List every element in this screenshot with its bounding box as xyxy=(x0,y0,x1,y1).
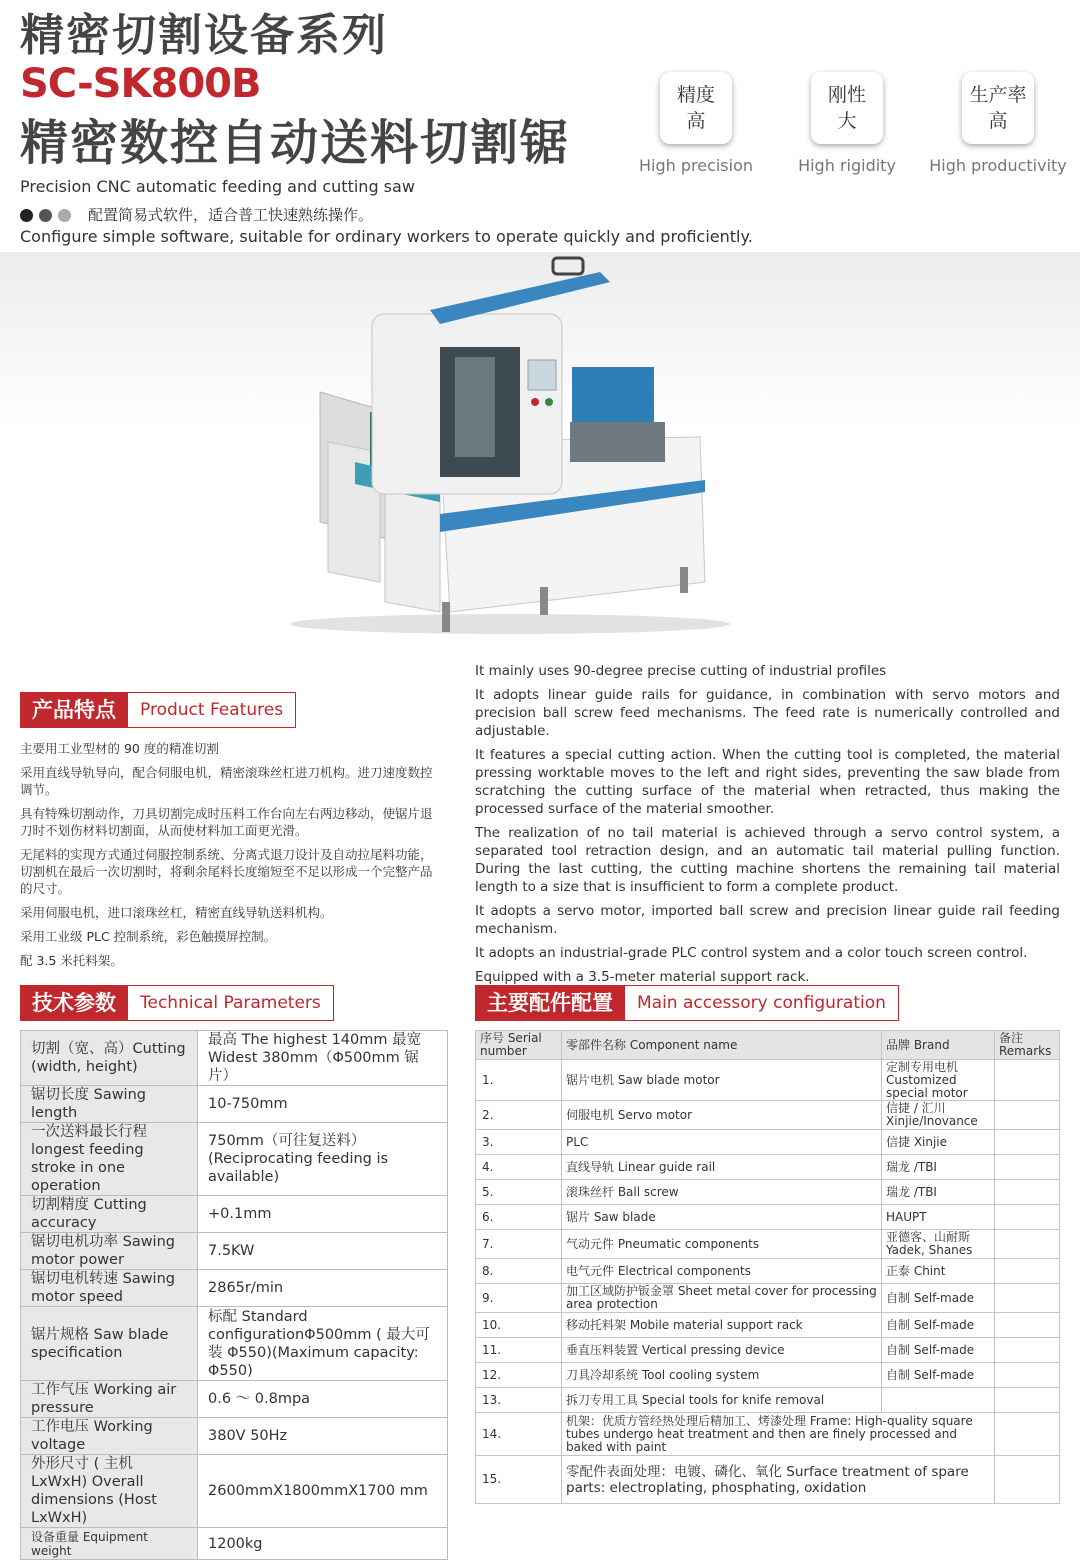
features-title-cn: 产品特点 xyxy=(20,692,128,728)
badge-box xyxy=(962,72,1034,144)
cell-brand: 信捷 / 汇川 Xinjie/Inovance xyxy=(882,1101,995,1130)
cell-remarks xyxy=(995,1259,1060,1284)
cell-name: 刀具冷却系统 Tool cooling system xyxy=(562,1363,882,1388)
cell-remarks xyxy=(995,1313,1060,1338)
cell-brand: 瑞龙 /TBI xyxy=(882,1180,995,1205)
cell-remarks xyxy=(995,1101,1060,1130)
cell-remarks xyxy=(995,1413,1060,1456)
param-value: +0.1mm xyxy=(198,1196,448,1233)
table-row xyxy=(476,1130,1060,1155)
cell-brand: 瑞龙 /TBI xyxy=(882,1155,995,1180)
feature-cn-item: 具有特殊切割动作，刀具切割完成时压料工作台向左右两边移动，使锯片退刀时不划伤材料切割面，从而使材料加工面更光滑。 xyxy=(20,806,433,838)
param-value: 最高 The highest 140mm 最宽 Widest 380mm（Φ500mm 锯片） xyxy=(198,1031,448,1086)
cell-no: 8. xyxy=(476,1259,562,1284)
cell-remarks xyxy=(995,1155,1060,1180)
param-value: 380V 50Hz xyxy=(198,1418,448,1455)
cell-brand: 信捷 Xinjie xyxy=(882,1130,995,1155)
cell-remarks xyxy=(995,1363,1060,1388)
feature-en-item: Equipped with a 3.5-meter material support rack. xyxy=(475,969,810,985)
table-row xyxy=(476,1338,1060,1363)
feature-cn-item: 采用伺服电机，进口滚珠丝杠，精密直线导轨送料机构。 xyxy=(20,905,333,920)
param-value: 0.6 ～ 0.8mpa xyxy=(198,1381,448,1418)
feature-cn-item: 配 3.5 米托料架。 xyxy=(20,953,123,968)
product-photo-area xyxy=(0,252,1080,652)
machine-illustration xyxy=(0,252,1080,652)
table-row xyxy=(476,1259,1060,1284)
table-row xyxy=(21,1086,448,1123)
cell-remarks xyxy=(995,1388,1060,1413)
features-list-cn xyxy=(20,740,444,976)
badge-line1: 生产率 xyxy=(969,84,1027,106)
cell-no: 12. xyxy=(476,1363,562,1388)
cell-remarks xyxy=(995,1130,1060,1155)
cell-remarks xyxy=(995,1180,1060,1205)
cell-name: 垂直压料装置 Vertical pressing device xyxy=(562,1338,882,1363)
badge-line2: 高 xyxy=(686,110,706,132)
cell-brand: 自制 Self-made xyxy=(882,1363,995,1388)
param-key: 切割精度 Cutting accuracy xyxy=(21,1196,198,1233)
cell-no: 10. xyxy=(476,1313,562,1338)
cell-no: 9. xyxy=(476,1284,562,1313)
cell-name: 直线导轨 Linear guide rail xyxy=(562,1155,882,1180)
badge-precision xyxy=(621,72,771,175)
cell-remarks xyxy=(995,1284,1060,1313)
cell-name: 移动托料架 Mobile material support rack xyxy=(562,1313,882,1338)
features-section-header xyxy=(20,692,296,728)
cell-name: 气动元件 Pneumatic components xyxy=(562,1230,882,1259)
table-row xyxy=(21,1381,448,1418)
bullet-dots xyxy=(20,209,71,222)
table-row xyxy=(476,1230,1060,1259)
table-row xyxy=(476,1284,1060,1313)
param-value: 10-750mm xyxy=(198,1086,448,1123)
badge-box xyxy=(811,72,883,144)
cell-name: 锯片 Saw blade xyxy=(562,1205,882,1230)
table-row xyxy=(476,1413,1060,1456)
param-value: 标配 Standard configurationΦ500mm ( 最大可装 Φ550)(Maximum capacity: Φ550) xyxy=(198,1307,448,1381)
cell-no: 2. xyxy=(476,1101,562,1130)
col-header-brand: 品牌 Brand xyxy=(882,1031,995,1060)
cell-name: 电气元件 Electrical components xyxy=(562,1259,882,1284)
accessory-table xyxy=(475,1030,1060,1504)
param-key: 锯切电机转速 Sawing motor speed xyxy=(21,1270,198,1307)
table-row xyxy=(476,1456,1060,1504)
tech-title-cn: 技术参数 xyxy=(20,985,128,1021)
table-row xyxy=(476,1155,1060,1180)
feature-cn-item: 主要用工业型材的 90 度的精准切割 xyxy=(20,741,219,756)
cell-no: 11. xyxy=(476,1338,562,1363)
tagline-en: Configure simple software, suitable for ordinary workers to operate quickly and proficiently. xyxy=(20,227,753,246)
cell-no: 3. xyxy=(476,1130,562,1155)
table-row xyxy=(476,1060,1060,1101)
param-value: 750mm（可往复送料）(Reciprocating feeding is available) xyxy=(198,1123,448,1196)
cell-name: PLC xyxy=(562,1130,882,1155)
feature-cn-item: 采用工业级 PLC 控制系统，彩色触摸屏控制。 xyxy=(20,929,277,944)
cell-brand: 自制 Self-made xyxy=(882,1313,995,1338)
table-row xyxy=(21,1233,448,1270)
param-value: 7.5KW xyxy=(198,1233,448,1270)
badge-label: High productivity xyxy=(929,156,1067,175)
param-value: 1200kg xyxy=(198,1528,448,1560)
cell-remarks xyxy=(995,1205,1060,1230)
cell-name: 伺服电机 Servo motor xyxy=(562,1101,882,1130)
cell-no: 4. xyxy=(476,1155,562,1180)
param-key: 外形尺寸 ( 主机 LxWxH) Overall dimensions (Host LxWxH) xyxy=(21,1455,198,1528)
model-number: SC-SK800B xyxy=(20,61,261,107)
table-row xyxy=(21,1270,448,1307)
param-key: 锯片规格 Saw blade specification xyxy=(21,1307,198,1381)
dot-mid xyxy=(39,209,52,222)
table-row xyxy=(476,1388,1060,1413)
cell-remarks xyxy=(995,1230,1060,1259)
product-title-en: Precision CNC automatic feeding and cutting saw xyxy=(20,177,415,196)
tech-section-header xyxy=(20,985,334,1021)
product-title-cn: 精密数控自动送料切割锯 xyxy=(20,115,571,171)
table-row xyxy=(21,1307,448,1381)
feature-en-item: The realization of no tail material is achieved through a servo control system, a separated tool retraction design, and an automatic tail material pulling function. During the last cutting, the cutting machine shortens the remaining tail material length to a size that is insufficient to form a complete product. xyxy=(475,825,1060,895)
param-value: 2600mmX1800mmX1700 mm xyxy=(198,1455,448,1528)
table-row xyxy=(21,1528,448,1560)
page-header xyxy=(0,0,1080,252)
table-row xyxy=(21,1455,448,1528)
param-key: 设备重量 Equipment weight xyxy=(21,1528,198,1560)
features-title-en: Product Features xyxy=(128,692,296,728)
badge-line2: 大 xyxy=(837,110,857,132)
badge-line1: 精度 xyxy=(676,84,715,106)
badge-productivity xyxy=(923,72,1073,175)
badge-label: High rigidity xyxy=(798,156,896,175)
feature-en-item: It adopts an industrial-grade PLC control system and a color touch screen control. xyxy=(475,945,1028,961)
cell-no: 14. xyxy=(476,1413,562,1456)
param-key: 工作电压 Working voltage xyxy=(21,1418,198,1455)
table-row xyxy=(476,1363,1060,1388)
cell-brand: HAUPT xyxy=(882,1205,995,1230)
table-row xyxy=(476,1313,1060,1338)
table-row xyxy=(476,1180,1060,1205)
cell-brand: 亚德客、山耐斯 Yadek, Shanes xyxy=(882,1230,995,1259)
cell-no: 6. xyxy=(476,1205,562,1230)
feature-cn-item: 无尾料的实现方式通过伺服控制系统、分离式退刀设计及自动拉尾料功能，切割机在最后一次切割时，将剩余尾料长度缩短至不足以形成一个完整产品的尺寸。 xyxy=(20,847,433,896)
cell-no: 5. xyxy=(476,1180,562,1205)
cell-brand xyxy=(882,1388,995,1413)
cell-brand: 自制 Self-made xyxy=(882,1284,995,1313)
cell-brand: 正泰 Chint xyxy=(882,1259,995,1284)
accessory-section-header xyxy=(475,985,899,1021)
badge-box xyxy=(660,72,732,144)
cell-no: 7. xyxy=(476,1230,562,1259)
badge-line2: 高 xyxy=(988,110,1008,132)
cell-name: 机架：优质方管经热处理后精加工、烤漆处理 Frame: High-quality square tubes undergo heat treatment and then are finely processed and baked with paint xyxy=(562,1413,995,1456)
table-row xyxy=(21,1418,448,1455)
param-key: 一次送料最长行程 longest feeding stroke in one operation xyxy=(21,1123,198,1196)
param-key: 工作气压 Working air pressure xyxy=(21,1381,198,1418)
param-value: 2865r/min xyxy=(198,1270,448,1307)
cell-name: 滚珠丝杆 Ball screw xyxy=(562,1180,882,1205)
cell-remarks xyxy=(995,1338,1060,1363)
feature-en-item: It adopts a servo motor, imported ball screw and precision linear guide rail feeding mechanism. xyxy=(475,903,1060,937)
features-list-en xyxy=(475,662,1060,992)
dot-light xyxy=(58,209,71,222)
accessory-title-en: Main accessory configuration xyxy=(625,985,899,1021)
badge-label: High precision xyxy=(638,156,754,175)
table-row xyxy=(21,1123,448,1196)
series-title: 精密切割设备系列 xyxy=(20,10,388,61)
col-header-no: 序号 Serial number xyxy=(476,1031,562,1060)
col-header-remarks: 备注 Remarks xyxy=(995,1031,1060,1060)
table-row xyxy=(476,1205,1060,1230)
tagline-cn: 配置简易式软件，适合普工快速熟练操作。 xyxy=(88,206,374,224)
table-header-row xyxy=(476,1031,1060,1060)
cell-remarks xyxy=(995,1456,1060,1504)
param-key: 锯切电机功率 Sawing motor power xyxy=(21,1233,198,1270)
cell-remarks xyxy=(995,1060,1060,1101)
badge-line1: 刚性 xyxy=(827,84,866,106)
table-row xyxy=(476,1101,1060,1130)
table-row xyxy=(21,1196,448,1233)
cell-brand: 自制 Self-made xyxy=(882,1338,995,1363)
tech-params-table xyxy=(20,1030,448,1560)
cell-brand: 定制专用电机 Customized special motor xyxy=(882,1060,995,1101)
badge-rigidity xyxy=(772,72,922,175)
accessory-title-cn: 主要配件配置 xyxy=(475,985,625,1021)
cell-no: 15. xyxy=(476,1456,562,1504)
feature-cn-item: 采用直线导轨导向，配合伺服电机，精密滚珠丝杠进刀机构。进刀速度数控调节。 xyxy=(20,765,433,797)
cell-name: 锯片电机 Saw blade motor xyxy=(562,1060,882,1101)
feature-en-item: It features a special cutting action. When the cutting tool is completed, the material pressing worktable moves to the left and right sides, preventing the saw blade from scratching the cutting surface of the material when retracted, thus making the processed surface of the material smoother. xyxy=(475,747,1060,817)
table-row xyxy=(21,1031,448,1086)
col-header-name: 零部件名称 Component name xyxy=(562,1031,882,1060)
cell-no: 13. xyxy=(476,1388,562,1413)
dot-dark xyxy=(20,209,33,222)
cell-name: 拆刀专用工具 Special tools for knife removal xyxy=(562,1388,882,1413)
param-key: 锯切长度 Sawing length xyxy=(21,1086,198,1123)
cell-no: 1. xyxy=(476,1060,562,1101)
feature-en-item: It adopts linear guide rails for guidance, in combination with servo motors and precision ball screw feed mechanisms. The feed rate is numerically controlled and adjustable. xyxy=(475,687,1060,739)
cell-name: 零配件表面处理：电镀、磷化、氧化 Surface treatment of spare parts: electroplating, phosphating, oxidation xyxy=(562,1456,995,1504)
cell-name: 加工区域防护钣金罩 Sheet metal cover for processing area protection xyxy=(562,1284,882,1313)
param-key: 切割（宽、高）Cutting (width, height) xyxy=(21,1031,198,1086)
tech-title-en: Technical Parameters xyxy=(128,985,334,1021)
feature-en-item: It mainly uses 90-degree precise cutting of industrial profiles xyxy=(475,663,887,679)
